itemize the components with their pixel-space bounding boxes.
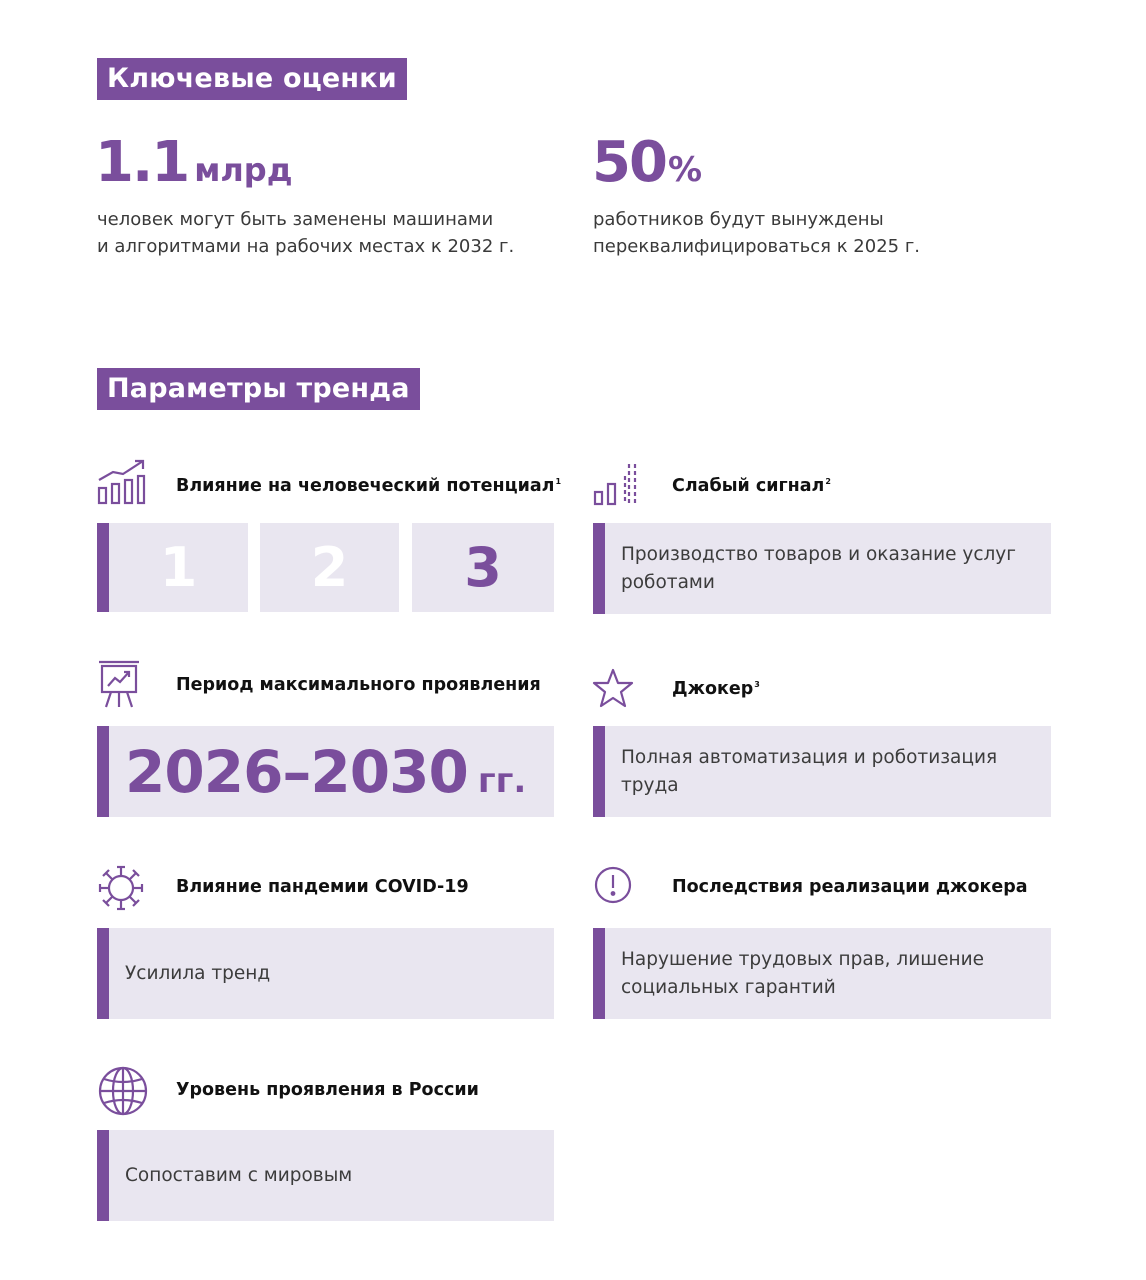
impact-scale-accent [97,523,109,612]
presentation-board-icon [98,659,140,709]
weak-signal-box [593,523,1051,614]
impact-title: Влияние на человеческий потенциал$^1$ [176,475,562,496]
joker-consequences-text: Нарушение трудовых прав, лишение социальных гарантий [621,948,985,998]
joker-title: Джокер$^3$ [672,678,760,699]
impact-scale-2: 2 [260,523,399,612]
period-value: 2026–2030 гг. [125,737,527,806]
stat-value-billion: 1.1 млрд [95,130,293,195]
weak-signal-text: Производство товаров и оказание услуг роботами [621,543,1016,593]
stat-value-percent: 50% [592,130,703,195]
stat-description-percent: работников будут вынуждены переквалифицироваться к 2025 г. [593,209,921,257]
joker-consequences-box [593,928,1051,1019]
virus-icon [97,864,145,912]
impact-scale [97,523,554,612]
covid-box [97,928,554,1019]
exclamation-circle-icon [593,865,633,905]
covid-text: Усилила тренд [125,962,271,984]
star-icon [592,668,634,708]
russia-title: Уровень проявления в России [176,1080,479,1100]
joker-consequences-title: Последствия реализации джокера [672,877,1028,897]
signal-bars-icon [593,462,637,506]
covid-title: Влияние пандемии COVID-19 [176,877,469,897]
joker-text: Полная автоматизация и роботизация труда [621,746,998,796]
impact-scale-3: 3 [412,523,554,612]
impact-scale-1: 1 [109,523,248,612]
globe-icon [98,1066,148,1116]
period-title: Период максимального проявления [176,675,541,695]
section-title-key-estimates: Ключевые оценки [97,58,407,100]
growth-chart-icon [97,458,147,506]
period-box [97,726,554,817]
russia-box [97,1130,554,1221]
section-title-trend-params: Параметры тренда [97,368,420,410]
stat-description-billion: человек могут быть заменены машинами и алгоритмами на рабочих местах к 2032 г. [97,209,515,257]
russia-text: Сопоставим с мировым [125,1164,353,1186]
joker-box [593,726,1051,817]
weak-signal-title: Слабый сигнал$^2$ [672,475,831,496]
